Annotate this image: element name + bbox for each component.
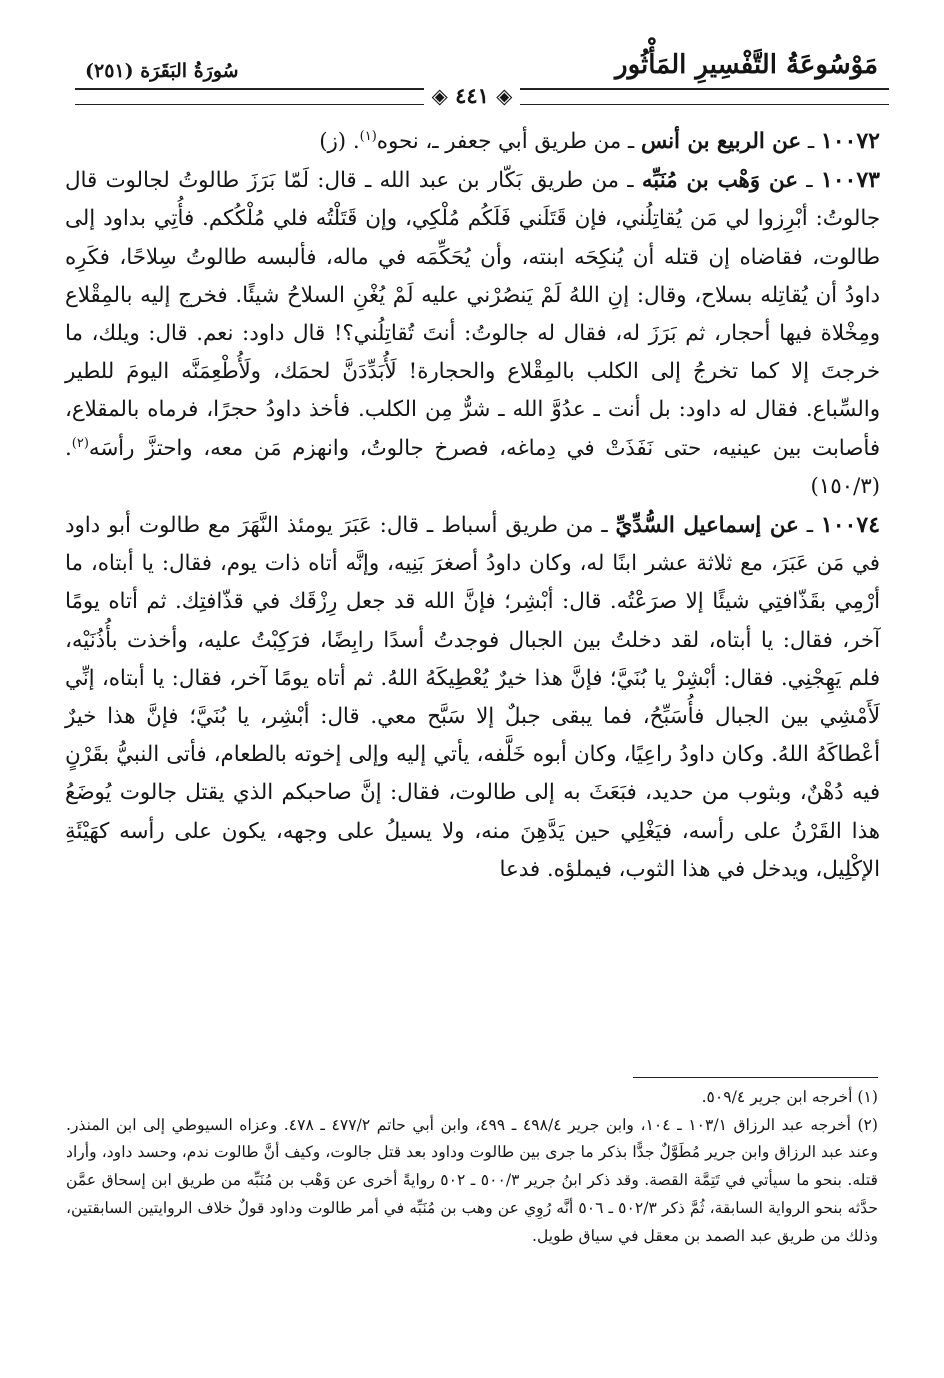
report-text-end: . (١٥٠/٣) (65, 435, 880, 499)
page-number: ٤٤١ (455, 83, 489, 108)
report-paragraph (65, 161, 880, 506)
page-number-box (424, 82, 520, 110)
report-narrator: عن وَهْب بن مُنَبِّه (641, 168, 798, 194)
report-number: ١٠٠٧٣ (820, 167, 880, 194)
footnote-ref[interactable]: (١) (359, 128, 377, 144)
report-paragraph (65, 506, 880, 889)
report-narrator: عن الربيع بن أنس (640, 129, 802, 154)
dash: ـ (801, 129, 815, 154)
dash: ـ (798, 513, 813, 539)
footnotes (66, 1084, 878, 1250)
report-paragraph (65, 122, 880, 161)
report-number: ١٠٠٧٢ (820, 128, 880, 154)
report-text: ـ من طريق أبي جعفر ـ، نحوه (376, 129, 641, 154)
report-number: ١٠٠٧٤ (820, 512, 881, 539)
footnote-2: (٢) أخرجه عبد الرزاق ١٠٣/١ ـ ١٠٤، وابن جرير ٤٩٨/٤ ـ ٤٩٩، وابن أبي حاتم ٤٧٧/٢ ـ ٤٧٨. وعزاه السيوطي إلى ابن المنذر. وعند عبد الرزاق وابن جرير مُطَوَّلٌ جدًّا بذكر ما جرى بين طالوت وداود بعد قتل جالوت، وكيف أنَّ طالوت ندم، وحسد داود، وأراد قتله. بنحو ما سيأتي في تَتِمَّة القصة. وقد ذكر ابنُ جرير ٥٠٠/٣ ـ ٥٠٢ روايةً أخرى عن وَهْب بن مُنَبِّه من طريق ابن إسحاق عمَّن حدَّثه بنحو الرواية السابقة، ثُمَّ ذكر ٥٠٢/٣ ـ ٥٠٦ أنَّه رُوِي عن وهب بن مُنَبِّه في أمر طالوت وداود قولٌ خلاف الروايتين السابقتين، وذلك من طريق عبد الصمد بن معقل في سياق طويل. (66, 1115, 879, 1245)
report-narrator: عن إسماعيل السُّدِّيِّ (615, 513, 799, 539)
footnote-rule (633, 1077, 878, 1078)
dash: ـ (797, 168, 813, 194)
report-text-end: . (ز) (319, 129, 360, 154)
surah-header: سُورَةُ البَقَرَة (٢٥١) (85, 60, 239, 82)
ornament-right-icon: ◈ (488, 83, 513, 108)
report-text: ـ من طريق بَكّار بن عبد الله ـ قال: لَمّا بَرَزَ طالوتُ لجالوت قال جالوتُ: أبْرِزوا لي مَن يُقاتِلُني، فإن قَتَلَني فَلَكُم مُلْكِي، وإن قَتَلْتُه فلي مُلْكُكم. فأُتِي بداود إلى طالوت، فقاضاه إن قتله أن يُنكِحَه ابنته، وأن يُحَكِّمَه في ماله، فألبسه طالوتُ سِلاحًا، فكَرِه داودُ أن يُقاتِله بسلاح، وقال: إنِ اللهُ لَمْ يَنصُرْني عليه لَمْ يُغْنِ السلاحُ شيئًا. فخرج إليه بالمِقْلاع ومِخْلاة فيها أحجار، ثم بَرَزَ له، فقال له جالوتُ: أنتَ تُقاتِلُني؟! قال داود: نعم. قال: ويلك، ما خرجتَ إلا كما تخرجُ إلى الكلب بالمِقْلاع والحجارة! لَأُبَدِّدَنَّ لحمَك، ولَأُطْعِمَنَّه اليومَ للطير والسِّباع. فقال له داود: بل أنت ـ عدُوَّ الله ـ شرٌّ مِن الكلب. فأخذ داودُ حجرًا، فرماه بالمقلاع، فأصابت بين عينيه، حتى نَفَذَتْ في دِماغه، فصرخ جالوتُ، وانهزم مَن معه، واحتزَّ رأسَه (65, 168, 880, 461)
book-title-header: مَوْسُوعَةُ التَّفْسِيرِ المَأْثُور (615, 50, 878, 80)
footnote-ref[interactable]: (٢) (71, 435, 89, 451)
report-text: ـ من طريق أسباط ـ قال: عَبَرَ يومئذ النَّهَرَ مع طالوت أبو داود في مَن عَبَرَ، مع ثلاثة عشر ابنًا له، وكان داودُ أصغرَ بَنِيه، وإنَّه أتاه ذات يوم، فقال: يا أبتاه، ما أرْمِي بقَذّافتِي شيئًا إلا صرَعْتُه. قال: أبْشِر؛ فإنَّ الله قد جعل رِزْقَك في قذّافتِك. ثم أتاه يومًا آخر، فقال: يا أبتاه، لقد دخلتُ بين الجبال فوجدتُ أسدًا رابِضًا، فرَكِبْتُ عليه، وأخذت بأُذُنَيْه، فلم يَهِجْنِي. فقال: أبْشِرْ يا بُنَيَّ؛ فإنَّ هذا خيرٌ يُعْطِيكَهُ اللهُ. ثم أتاه يومًا آخر، فقال: يا أبتاه، إنِّي لَأَمْشِي بين الجبال فأُسَبِّحُ، فما يبقى جبلٌ إلا سَبَّح معي. قال: أبْشِر، يا بُنَيَّ؛ فإنَّ هذا خيرٌ أعْطاكَهُ اللهُ. وكان داودُ راعِيًا، وكان أبوه خَلَّفه، يأتي إليه وإلى إخوته بالطعام، فأتى النبيُّ بقَرْنٍ فيه دُهْنٌ، وبثوب من حديد، فبَعَثَ به إلى طالوت، فقال: إنَّ صاحبكم الذي يقتل جالوت يُوضَعُ هذا القَرْنُ على رأسه، فيَغْلِي حين يَدَّهِنَ منه، ولا يسيلُ على وجهه، يكون على رأسه كهَيْئَةِ الإكْلِيل، ويدخل في هذا الثوب، فيملؤه. فدعا (65, 513, 880, 882)
main-text (65, 122, 880, 889)
footnote-1: (١) أخرجه ابن جرير ٥٠٩/٤. (701, 1088, 878, 1106)
ornament-left-icon: ◈ (431, 83, 456, 108)
